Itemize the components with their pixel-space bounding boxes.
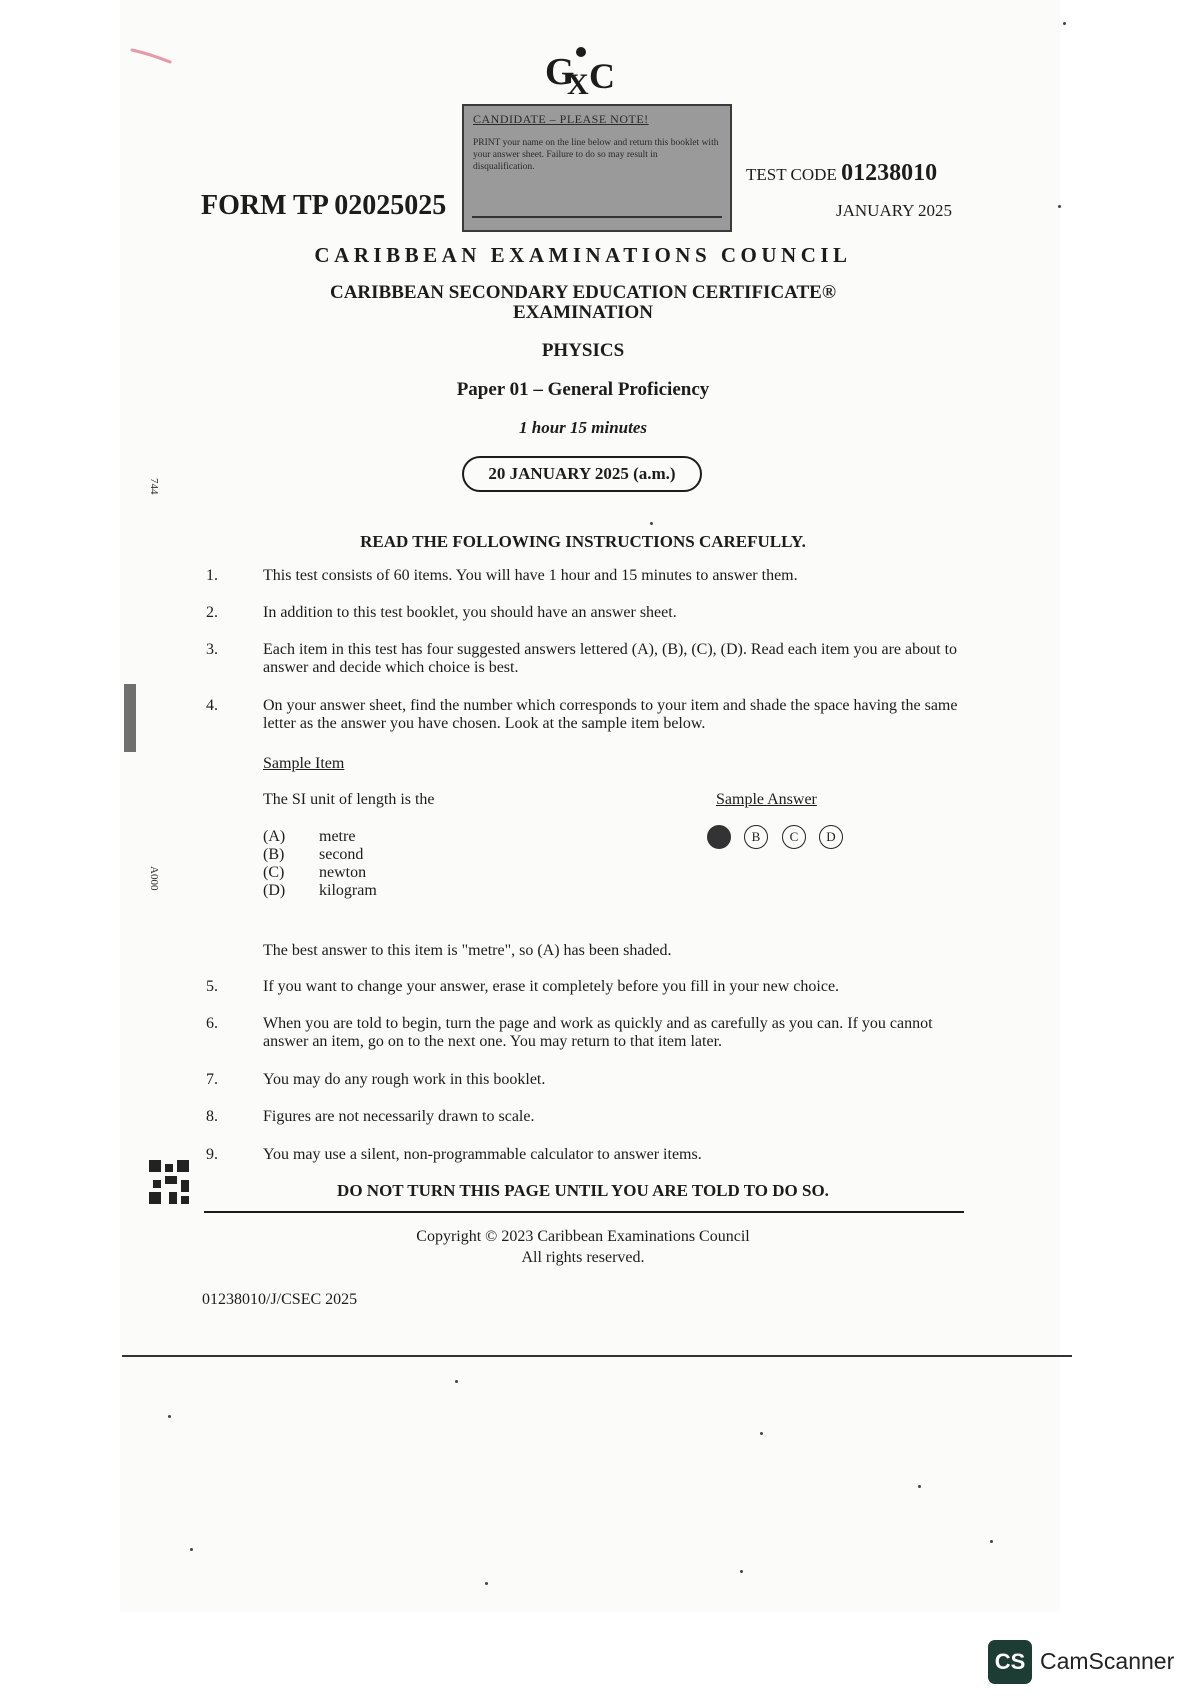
option-letter: (D) bbox=[263, 882, 286, 899]
instruction-number: 6. bbox=[206, 1015, 218, 1032]
sample-answer-bubbles bbox=[707, 825, 847, 853]
option-letter: (C) bbox=[263, 864, 285, 881]
paper-title: Paper 01 – General Proficiency bbox=[456, 379, 710, 400]
pink-pen-mark bbox=[130, 48, 174, 64]
answer-bubble: C bbox=[782, 825, 806, 849]
page-bottom-edge bbox=[122, 1355, 1072, 1357]
instructions-heading: READ THE FOLLOWING INSTRUCTIONS CAREFULLY. bbox=[360, 532, 806, 551]
sample-item-heading: Sample Item bbox=[263, 755, 345, 772]
camscanner-name: CamScanner bbox=[1040, 1648, 1175, 1674]
svg-text:G: G bbox=[545, 51, 575, 93]
option-letter: (B) bbox=[263, 846, 285, 863]
instruction-text: If you want to change your answer, erase it completely before you fill in your new choice. bbox=[263, 978, 840, 995]
instruction-number: 7. bbox=[206, 1071, 218, 1088]
answer-bubble: D bbox=[819, 825, 843, 849]
scanned-page bbox=[120, 0, 1060, 1612]
subject-title: PHYSICS bbox=[541, 340, 625, 361]
instruction-number: 3. bbox=[206, 641, 218, 658]
sample-explanation: The best answer to this item is "metre", so (A) has been shaded. bbox=[263, 942, 672, 959]
instruction-text: You may use a silent, non-programmable calculator to answer items. bbox=[263, 1146, 702, 1163]
margin-barcode-strip bbox=[124, 684, 136, 752]
svg-text:X: X bbox=[567, 68, 589, 101]
option-letter: (A) bbox=[263, 828, 286, 845]
instruction-text: When you are told to begin, turn the page and work as quickly and as carefully as you can. If you cannot answer an item, go on to the next one. You may return to that item later. bbox=[263, 1015, 933, 1050]
certificate-title bbox=[0, 283, 1166, 323]
test-code bbox=[746, 160, 937, 187]
camscanner-logo-icon: CS bbox=[988, 1640, 1032, 1684]
do-not-turn-warning: DO NOT TURN THIS PAGE UNTIL YOU ARE TOLD TO DO SO. bbox=[337, 1181, 829, 1200]
test-code-label: TEST CODE bbox=[746, 165, 837, 184]
test-code-value: 01238010 bbox=[841, 160, 938, 186]
instruction-number: 1. bbox=[206, 567, 218, 584]
cxc-logo bbox=[543, 44, 623, 102]
margin-mark-top: 744 bbox=[148, 478, 160, 495]
instruction-number: 4. bbox=[206, 697, 218, 714]
sample-item-stem: The SI unit of length is the bbox=[263, 791, 435, 808]
paper-code: 01238010/J/CSEC 2025 bbox=[202, 1291, 358, 1308]
instruction-text: In addition to this test booklet, you should have an answer sheet. bbox=[263, 604, 677, 621]
name-line bbox=[472, 216, 722, 218]
certificate-line-2: EXAMINATION bbox=[512, 302, 654, 323]
council-name: CARIBBEAN EXAMINATIONS COUNCIL bbox=[314, 243, 852, 267]
certificate-line-1: CARIBBEAN SECONDARY EDUCATION CERTIFICATE® bbox=[329, 282, 837, 303]
camscanner-watermark bbox=[988, 1640, 1200, 1684]
instruction-text: Figures are not necessarily drawn to scale. bbox=[263, 1108, 535, 1125]
margin-mark-bottom: A000 bbox=[148, 866, 160, 891]
svg-text:C: C bbox=[589, 56, 615, 96]
form-number: FORM TP 02025025 bbox=[201, 190, 447, 221]
copyright-block bbox=[0, 1226, 1166, 1268]
exam-month: JANUARY 2025 bbox=[836, 201, 953, 220]
instruction-number: 5. bbox=[206, 978, 218, 995]
instruction-number: 2. bbox=[206, 604, 218, 621]
notice-title: CANDIDATE – PLEASE NOTE! bbox=[473, 112, 649, 126]
notice-body: PRINT your name on the line below and return this booklet with your answer sheet. Failure to do so may result in disqualification. bbox=[473, 138, 719, 172]
instruction-number: 8. bbox=[206, 1108, 218, 1125]
copyright-notice: Copyright © 2023 Caribbean Examinations Council bbox=[416, 1228, 750, 1245]
answer-bubble-shaded bbox=[707, 825, 731, 849]
sample-answer-heading: Sample Answer bbox=[716, 791, 817, 808]
rights-notice: All rights reserved. bbox=[521, 1249, 645, 1266]
option-text: kilogram bbox=[319, 882, 377, 899]
instruction-text: On your answer sheet, find the number which corresponds to your item and shade the space having the same letter as the answer you have chosen. Look at the sample item below. bbox=[263, 697, 958, 732]
exam-date-pill: 20 JANUARY 2025 (a.m.) bbox=[462, 456, 702, 492]
option-text: second bbox=[319, 846, 364, 863]
instruction-text: You may do any rough work in this booklet. bbox=[263, 1071, 546, 1088]
answer-bubble: B bbox=[744, 825, 768, 849]
option-text: newton bbox=[319, 864, 367, 881]
divider-rule bbox=[204, 1211, 964, 1213]
instruction-text: This test consists of 60 items. You will have 1 hour and 15 minutes to answer them. bbox=[263, 567, 798, 584]
option-text: metre bbox=[319, 828, 356, 845]
instruction-text: Each item in this test has four suggested answers lettered (A), (B), (C), (D). Read each item you are about to answer and decide which choice is best. bbox=[263, 641, 958, 676]
instruction-number: 9. bbox=[206, 1146, 218, 1163]
candidate-notice-box bbox=[462, 104, 732, 232]
exam-duration: 1 hour 15 minutes bbox=[518, 418, 647, 437]
